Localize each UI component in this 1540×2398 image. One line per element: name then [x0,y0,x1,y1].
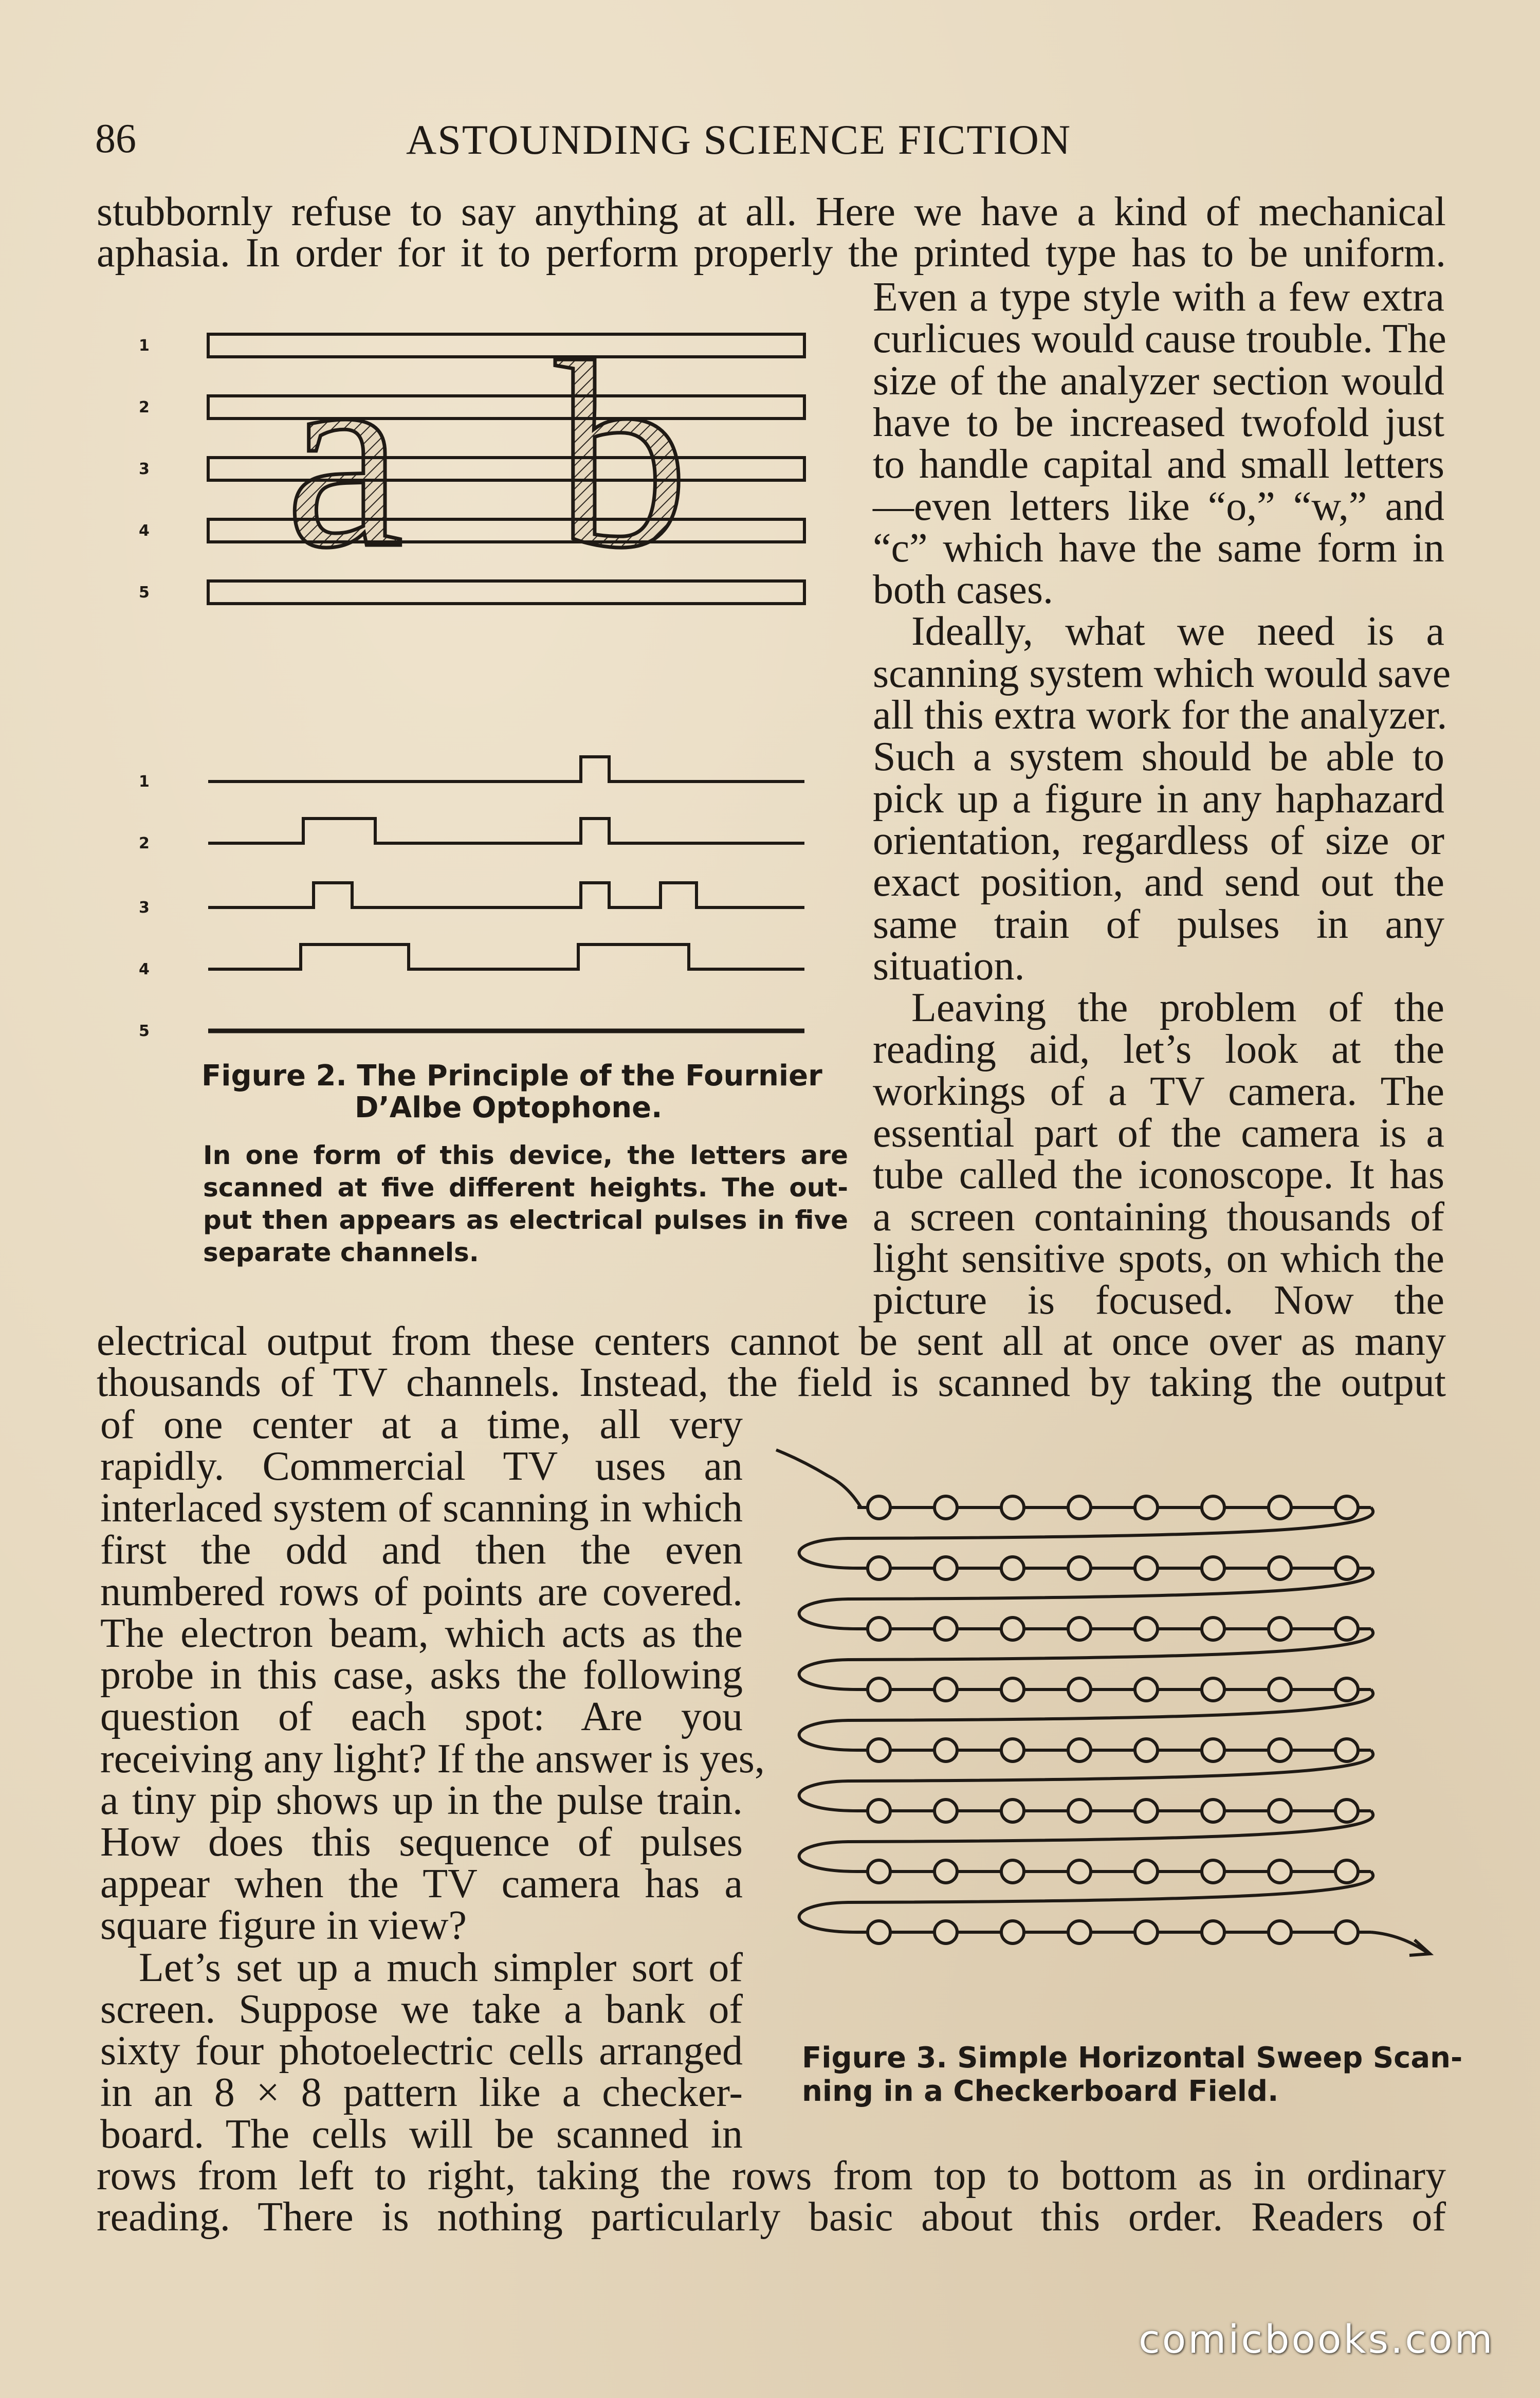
left-column-line: receiving any light? If the answer is yes, [100,1736,765,1782]
photocell [1335,1921,1358,1943]
photocell [1202,1496,1224,1519]
left-column-line: appear when the TV camera has a [100,1861,743,1907]
left-column-line: numbered rows of points are covered. [100,1569,743,1614]
left-column-line: board. The cells will be scanned in [100,2112,743,2157]
right-column-line: situation. [873,943,1025,989]
figure-2-title-line-2: D’Albe Optophone. [355,1091,663,1124]
scan-bar-label: 4 [139,522,150,540]
photocell [1135,1921,1158,1943]
right-column-line: exact position, and send out the [873,860,1444,905]
figure-3-caption-line-2: ning in a Checkerboard Field. [802,2075,1279,2108]
photocell [934,1496,957,1519]
right-column-line: Leaving the problem of the [911,985,1444,1031]
photocell [868,1800,890,1822]
right-column-line: Such a system should be able to [873,734,1444,780]
photocell [1269,1557,1291,1579]
photocell [1068,1618,1091,1640]
right-column-line: light sensitive spots, on which the [873,1236,1444,1281]
pulse-train-label: 2 [139,834,150,852]
left-column-line: in an 8 × 8 pattern like a checker- [100,2070,743,2116]
photocell [1202,1557,1224,1579]
photocell [934,1557,957,1579]
photocell [1135,1678,1158,1701]
photocell [1269,1921,1291,1943]
scan-bar-label: 1 [139,337,150,355]
left-column-line: How does this sequence of pulses [100,1820,743,1865]
photocell [868,1739,890,1761]
photocell [1335,1860,1358,1883]
sweep-entry-line [776,1450,861,1507]
photocell [1269,1739,1291,1761]
photocell [1202,1739,1224,1761]
right-column-line: a screen containing thousands of [873,1194,1444,1240]
magazine-title: ASTOUNDING SCIENCE FICTION [406,116,1072,163]
photocell [1335,1800,1358,1822]
figure-3-sweep-scan [771,1429,1455,2031]
right-column-line: essential part of the camera is a [873,1111,1444,1156]
photocell [868,1860,890,1883]
body-top-line-2: aphasia. In order for it to perform properly the printed type has to be uniform. [97,230,1446,276]
photocell [1001,1557,1024,1579]
photocell [934,1618,957,1640]
scan-bar-label: 2 [139,398,150,416]
pulse-train-label: 4 [139,960,150,978]
photocell [1001,1860,1024,1883]
photocell [1335,1678,1358,1701]
right-column-line: to handle capital and small letters [873,442,1444,487]
photocell [1001,1800,1024,1822]
photocell [1335,1739,1358,1761]
photocell [1068,1860,1091,1883]
photocell [1335,1618,1358,1640]
right-column-line: have to be increased twofold just [873,399,1444,445]
right-column-line: tube called the iconoscope. It has [873,1152,1444,1198]
photocell [1335,1496,1358,1519]
photocell [1068,1800,1091,1822]
photocell [1135,1557,1158,1579]
photocell [1068,1496,1091,1519]
photocell [1269,1678,1291,1701]
photocell [1202,1860,1224,1883]
figure-2-scan-bars [103,308,833,627]
body-top-line-1: stubbornly refuse to say anything at all. Here we have a kind of mechanical [97,189,1446,234]
body-middle-line-1: electrical output from these centers cannot be sent all at once over as many [97,1319,1446,1364]
letter-b: b [555,307,689,603]
right-column-line: Ideally, what we need is a [911,609,1444,655]
left-column-line: probe in this case, asks the following [100,1652,743,1698]
photocell [1001,1739,1024,1761]
pulse-train-label: 3 [139,899,150,917]
photocell [1001,1496,1024,1519]
right-column-line: scanning system which would save [873,650,1451,696]
right-column-line: pick up a figure in any haphazard [873,776,1444,822]
pulse-train-label: 5 [139,1022,150,1040]
photocell [1335,1557,1358,1579]
pulse-train-label: 1 [139,773,150,791]
photocell [1269,1618,1291,1640]
right-column-line: “c” which have the same form in [873,525,1444,571]
photocell [1135,1618,1158,1640]
scan-bar-label: 3 [139,460,150,478]
scan-bar-label: 5 [139,584,150,602]
left-column-line: interlaced system of scanning in which [100,1485,743,1531]
photocell [1068,1921,1091,1943]
photocell [868,1496,890,1519]
pulse-train [208,819,804,843]
left-column-line: square figure in view? [100,1903,467,1949]
pulse-train [208,944,804,969]
right-column-line: workings of a TV camera. The [873,1068,1444,1114]
right-column-line: size of the analyzer section would [873,358,1444,404]
photocell [1202,1618,1224,1640]
photocell [934,1800,957,1822]
left-column-line: of one center at a time, all very [100,1402,743,1447]
photocell [1135,1800,1158,1822]
left-column-line: first the odd and then the even [100,1527,743,1573]
left-column-line: The electron beam, which acts as the [100,1611,743,1656]
photocell [1001,1618,1024,1640]
left-column-line: question of each spot: Are you [100,1694,743,1740]
photocell [934,1860,957,1883]
left-column-line: sixty four photoelectric cells arranged [100,2028,743,2074]
photocell [934,1678,957,1701]
photocell [1135,1860,1158,1883]
body-middle-line-2: thousands of TV channels. Instead, the field is scanned by taking the output [97,1360,1446,1405]
photocell [1202,1678,1224,1701]
photocell [868,1678,890,1701]
right-column-line: same train of pulses in any [873,901,1444,947]
photocell [1001,1921,1024,1943]
photocell [1068,1678,1091,1701]
pulse-train [208,757,804,782]
left-column-line: rapidly. Commercial TV uses an [100,1444,743,1489]
photocell [1135,1496,1158,1519]
photocell [868,1557,890,1579]
photocell [1068,1739,1091,1761]
right-column-line: all this extra work for the analyzer. [873,693,1447,738]
photocell [934,1921,957,1943]
pulse-train [208,883,804,907]
photocell [934,1739,957,1761]
right-column-line: —even letters like “o,” “w,” and [873,483,1444,529]
right-column-line: curlicues would cause trouble. The [873,316,1446,362]
photocell [868,1618,890,1640]
watermark: comicbooks.com [1139,2316,1495,2362]
photocell [1135,1739,1158,1761]
photocell [1269,1800,1291,1822]
left-column-line: Let’s set up a much simpler sort of [139,1945,743,1990]
left-column-line: screen. Suppose we take a bank of [100,1986,743,2032]
figure-2-caption-line-2: scanned at five different heights. The out- [203,1173,848,1203]
photocell [1202,1800,1224,1822]
right-column-line: Even a type style with a few extra [873,275,1444,320]
photocell [1269,1496,1291,1519]
photocell [1068,1557,1091,1579]
photocell [868,1921,890,1943]
figure-2-caption-line-1: In one form of this device, the letters are [203,1140,848,1170]
right-column-line: both cases. [873,567,1054,613]
letter-a: a [285,307,404,603]
right-column-line: picture is focused. Now the [873,1278,1444,1323]
left-column-line: a tiny pip shows up in the pulse train. [100,1777,743,1823]
body-bottom-line-1: rows from left to right, taking the rows from top to bottom as in ordinary [97,2153,1446,2199]
body-bottom-line-2: reading. There is nothing particularly basic about this order. Readers of [97,2194,1446,2240]
figure-2-pulse-trains [103,751,833,1049]
photocell [1202,1921,1224,1943]
right-column-line: orientation, regardless of size or [873,818,1444,863]
figure-2-caption-line-4: separate channels. [203,1238,479,1267]
photocell [1269,1860,1291,1883]
photocell [1001,1678,1024,1701]
figure-2-title-line-1: Figure 2. The Principle of the Fournier [201,1059,822,1093]
figure-2-caption-line-3: put then appears as electrical pulses in five [203,1205,848,1235]
right-column-line: reading aid, let’s look at the [873,1027,1444,1073]
figure-3-caption-line-1: Figure 3. Simple Horizontal Sweep Scan- [802,2041,1463,2075]
page-number: 86 [95,116,136,161]
